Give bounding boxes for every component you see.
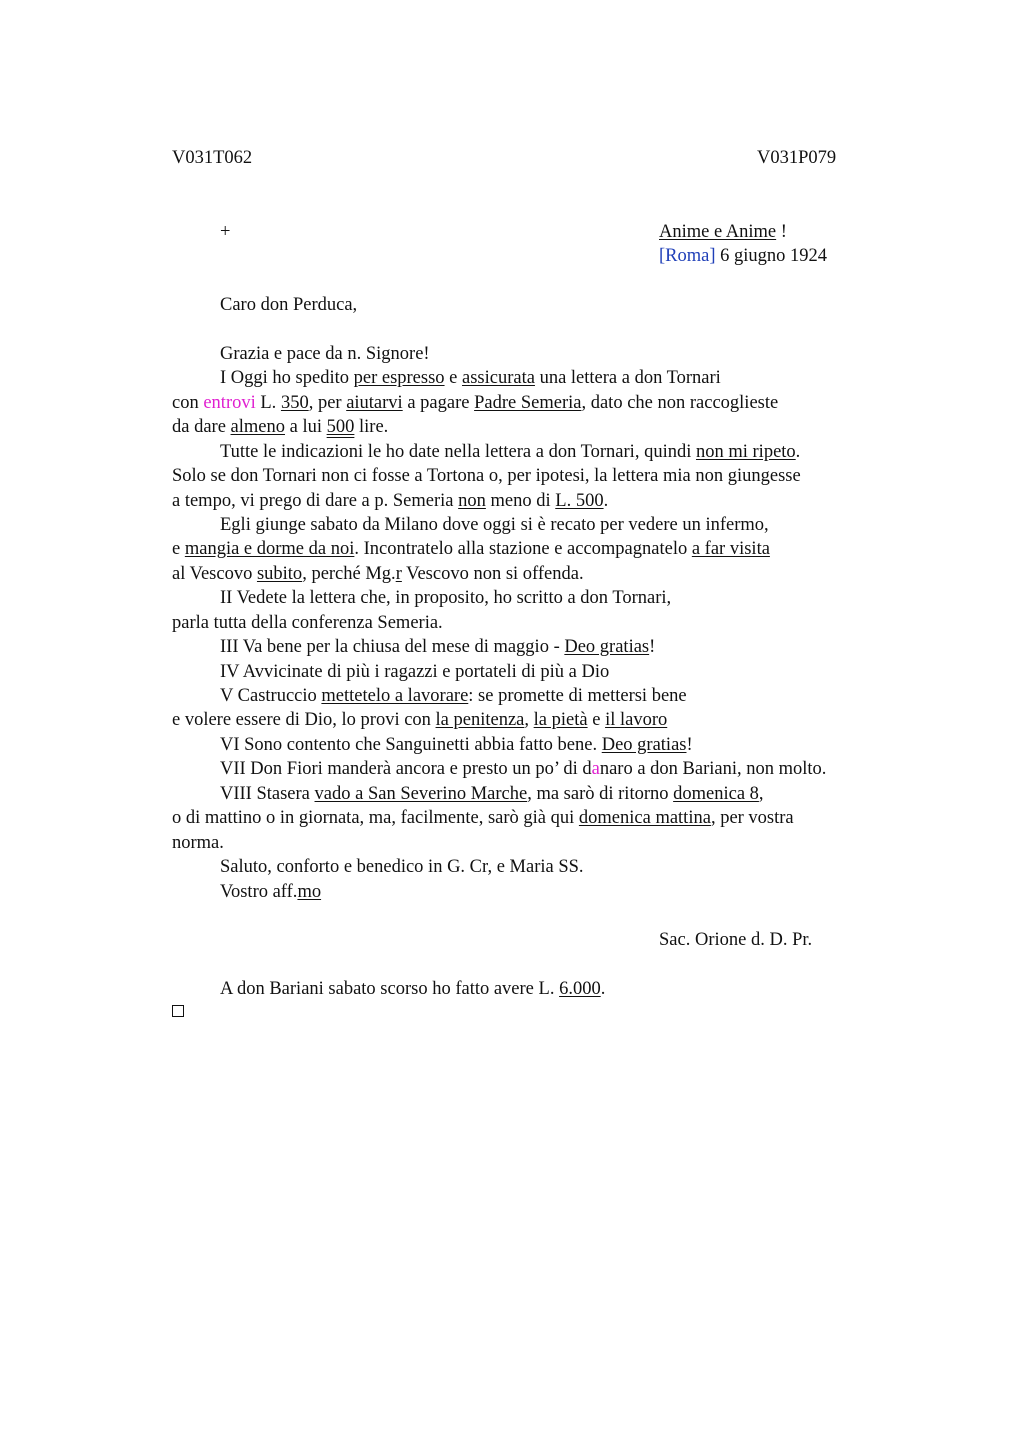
cross-symbol: + (220, 222, 231, 242)
paragraph-line: VIII Stasera vado a San Severino Marche, ma sarò di ritorno domenica 8, (220, 784, 764, 804)
paragraph-line: V Castruccio mettetelo a lavorare: se promette di mettersi bene (220, 686, 687, 706)
motto (659, 220, 787, 245)
bracket-open: [ (659, 246, 666, 266)
postscript: A don Bariani sabato scorso ho fatto avere L. 6.000. (220, 979, 606, 999)
paragraph-line: Tutte le indicazioni le ho date nella lettera a don Tornari, quindi non mi ripeto. (220, 442, 801, 462)
paragraph-line: III Va bene per la chiusa del mese di maggio - Deo gratias! (220, 637, 656, 657)
editor-insertion: entrovi (203, 393, 256, 413)
paragraph-line: VII Don Fiori manderà ancora e presto un po’ di danaro a don Bariani, non molto. (220, 759, 827, 779)
paragraph-line: e mangia e dorme da noi. Incontratelo alla stazione e accompagnatelo a far visita (172, 539, 770, 559)
letter-date: 6 giugno 1924 (715, 246, 828, 266)
paragraph-line: I Oggi ho spedito per espresso e assicurata una lettera a don Tornari (220, 368, 721, 388)
bracket-close: ] (709, 246, 716, 266)
paragraph-line: IV Avvicinate di più i ragazzi e portateli di più a Dio (220, 662, 610, 682)
motto-text: Anime e Anime (659, 222, 777, 242)
paragraph-line: VI Sono contento che Sanguinetti abbia fatto bene. Deo gratias! (220, 735, 693, 755)
paragraph-line: al Vescovo subito, perché Mg.r Vescovo non si offenda. (172, 564, 584, 584)
closing-line: Vostro aff.mo (220, 882, 322, 902)
greeting: Grazia e pace da n. Signore! (220, 344, 430, 364)
paragraph-line: II Vedete la lettera che, in proposito, ho scritto a don Tornari, (220, 588, 672, 608)
place-city: Roma (665, 246, 710, 266)
paragraph-line: o di mattino o in giornata, ma, facilmente, sarò già qui domenica mattina, per vostra (172, 808, 794, 828)
salutation: Caro don Perduca, (220, 295, 358, 315)
document-code-right: V031P079 (757, 148, 837, 168)
paragraph-line: da dare almeno a lui 500 lire. (172, 417, 389, 437)
paragraph-line: e volere essere di Dio, lo provi con la penitenza, la pietà e il lavoro (172, 710, 668, 730)
place-date (659, 244, 827, 269)
paragraph-line: con entrovi L. 350, per aiutarvi a pagare Padre Semeria, dato che non raccoglieste (172, 393, 779, 413)
paragraph-line: norma. (172, 833, 224, 853)
editor-insertion: a (591, 759, 600, 779)
motto-excl: ! (776, 222, 787, 242)
document-code-left: V031T062 (172, 148, 253, 168)
paragraph-line: a tempo, vi prego di dare a p. Semeria non meno di L. 500. (172, 491, 609, 511)
signature: Sac. Orione d. D. Pr. (659, 930, 813, 950)
paragraph-line: parla tutta della conferenza Semeria. (172, 613, 443, 633)
end-box-icon (172, 1005, 184, 1017)
closing-line: Saluto, conforto e benedico in G. Cr, e Maria SS. (220, 857, 584, 877)
paragraph-line: Solo se don Tornari non ci fosse a Tortona o, per ipotesi, la lettera mia non giungesse (172, 466, 801, 486)
paragraph-line: Egli giunge sabato da Milano dove oggi si è recato per vedere un infermo, (220, 515, 769, 535)
